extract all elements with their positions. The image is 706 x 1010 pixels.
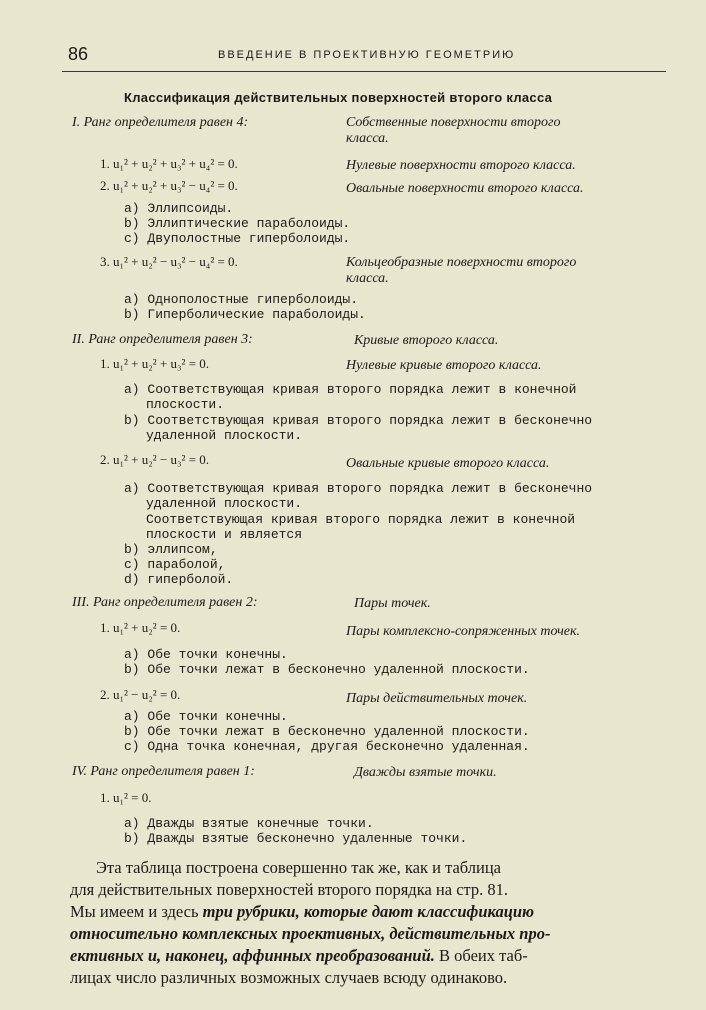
- paragraph-line-3: [70, 902, 534, 922]
- rank3-eq1-item-a: a) Соответствующая кривая второго порядка лежит в конечной: [124, 382, 577, 397]
- rank3-label: II. Ранг определителя равен 3:: [72, 332, 253, 347]
- rank3-eq2-common-cont: плоскости и является: [146, 527, 303, 542]
- paragraph-line: лицах число различных возможных случаев всюду одинаково.: [70, 968, 508, 987]
- header-rule: [62, 71, 666, 72]
- rank3-eq1-item-b-cont: удаленной плоскости.: [146, 428, 303, 443]
- rank2-label: III. Ранг определителя равен 2:: [72, 595, 258, 610]
- rank3-eq1-item-a-cont: плоскости.: [146, 397, 225, 412]
- rank3-eq2-item: d) гиперболой.: [124, 572, 234, 587]
- rank4-eq2-item: a) Эллипсоиды.: [124, 201, 234, 216]
- paragraph-line: Эта таблица построена совершенно так же, как и таблица: [96, 858, 502, 877]
- rank4-eq2-desc: Овальные поверхности второго класса.: [346, 181, 584, 196]
- rank2-eq1-desc: Пары комплексно-сопряженных точек.: [346, 624, 581, 639]
- paragraph-text: В обеих таб-: [434, 946, 528, 965]
- page-number: 86: [68, 44, 89, 64]
- rank2-eq1-item: a) Обе точки конечны.: [124, 647, 288, 662]
- rank3-desc: Кривые второго класса.: [354, 333, 499, 348]
- paragraph-emphasis: ективных и, наконец, аффинных преобразований.: [70, 946, 435, 965]
- rank1-label: IV. Ранг определителя равен 1:: [72, 764, 255, 779]
- rank4-eq1-desc: Нулевые поверхности второго класса.: [346, 158, 576, 173]
- rank4-eq1: 1. u₁² + u₂² + u₃² + u₄² = 0.: [100, 156, 238, 171]
- rank3-eq2: 2. u₁² + u₂² − u₃² = 0.: [100, 452, 210, 467]
- rank4-eq3-desc-line1: Кольцеобразные поверхности второго: [346, 255, 577, 270]
- rank2-eq2-desc: Пары действительных точек.: [346, 691, 528, 706]
- rank3-eq2-item: b) эллипсом,: [124, 542, 218, 557]
- rank1-eq1: 1. u₁² = 0.: [100, 790, 152, 805]
- rank1-eq1-item: a) Дважды взятые конечные точки.: [124, 816, 374, 831]
- rank3-eq2-item: c) параболой,: [124, 557, 226, 572]
- rank4-label: I. Ранг определителя равен 4:: [72, 115, 249, 130]
- page-header: [68, 44, 670, 66]
- rank4-eq2: 2. u₁² + u₂² + u₃² − u₄² = 0.: [100, 178, 238, 193]
- rank3-eq1-item-b: b) Соответствующая кривая второго порядка лежит в бесконечно: [124, 413, 593, 428]
- rank3-eq1: 1. u₁² + u₂² + u₃² = 0.: [100, 356, 210, 371]
- rank4-eq2-item: c) Двуполостные гиперболоиды.: [124, 231, 351, 246]
- running-head: ВВЕДЕНИЕ В ПРОЕКТИВНУЮ ГЕОМЕТРИЮ: [218, 49, 516, 61]
- rank3-eq2-item-a-cont: удаленной плоскости.: [146, 496, 303, 511]
- paragraph-text: Мы имеем и здесь: [70, 902, 203, 921]
- rank3-eq2-common: Соответствующая кривая второго порядка лежит в конечной: [146, 512, 576, 527]
- rank4-eq3-item: b) Гиперболические параболоиды.: [124, 307, 366, 322]
- paragraph-line: для действительных поверхностей второго порядка на стр. 81.: [70, 880, 509, 899]
- rank1-eq1-item: b) Дважды взятые бесконечно удаленные точки.: [124, 831, 468, 846]
- rank3-eq2-desc: Овальные кривые второго класса.: [346, 456, 550, 471]
- paragraph-emphasis-line: относительно комплексных проективных, действительных про-: [70, 924, 551, 943]
- rank4-eq3: 3. u₁² + u₂² − u₃² − u₄² = 0.: [100, 254, 238, 269]
- rank2-eq1-item: b) Обе точки лежат в бесконечно удаленной плоскости.: [124, 662, 530, 677]
- rank2-eq2: 2. u₁² − u₂² = 0.: [100, 687, 181, 702]
- rank2-eq2-item: b) Обе точки лежат в бесконечно удаленной плоскости.: [124, 724, 530, 739]
- table-title: Классификация действительных поверхностей второго класса: [124, 90, 553, 105]
- rank2-eq1: 1. u₁² + u₂² = 0.: [100, 620, 181, 635]
- paragraph-line-5: [70, 946, 528, 966]
- paragraph-emphasis: три рубрики, которые дают классификацию: [202, 902, 535, 921]
- rank4-eq2-item: b) Эллиптические параболоиды.: [124, 216, 351, 231]
- rank1-desc: Дважды взятые точки.: [354, 765, 497, 780]
- rank2-eq2-item: c) Одна точка конечная, другая бесконечно удаленная.: [124, 739, 530, 754]
- rank3-eq1-desc: Нулевые кривые второго класса.: [346, 358, 542, 373]
- rank3-eq2-item-a: a) Соответствующая кривая второго порядка лежит в бесконечно: [124, 481, 593, 496]
- rank4-desc-line1: Собственные поверхности второго: [346, 115, 561, 130]
- rank4-eq3-item: a) Однополостные гиперболоиды.: [124, 292, 359, 307]
- rank2-eq2-item: a) Обе точки конечны.: [124, 709, 288, 724]
- rank4-desc-line2: класса.: [346, 131, 389, 146]
- rank4-eq3-desc-line2: класса.: [346, 271, 389, 286]
- rank2-desc: Пары точек.: [354, 596, 431, 611]
